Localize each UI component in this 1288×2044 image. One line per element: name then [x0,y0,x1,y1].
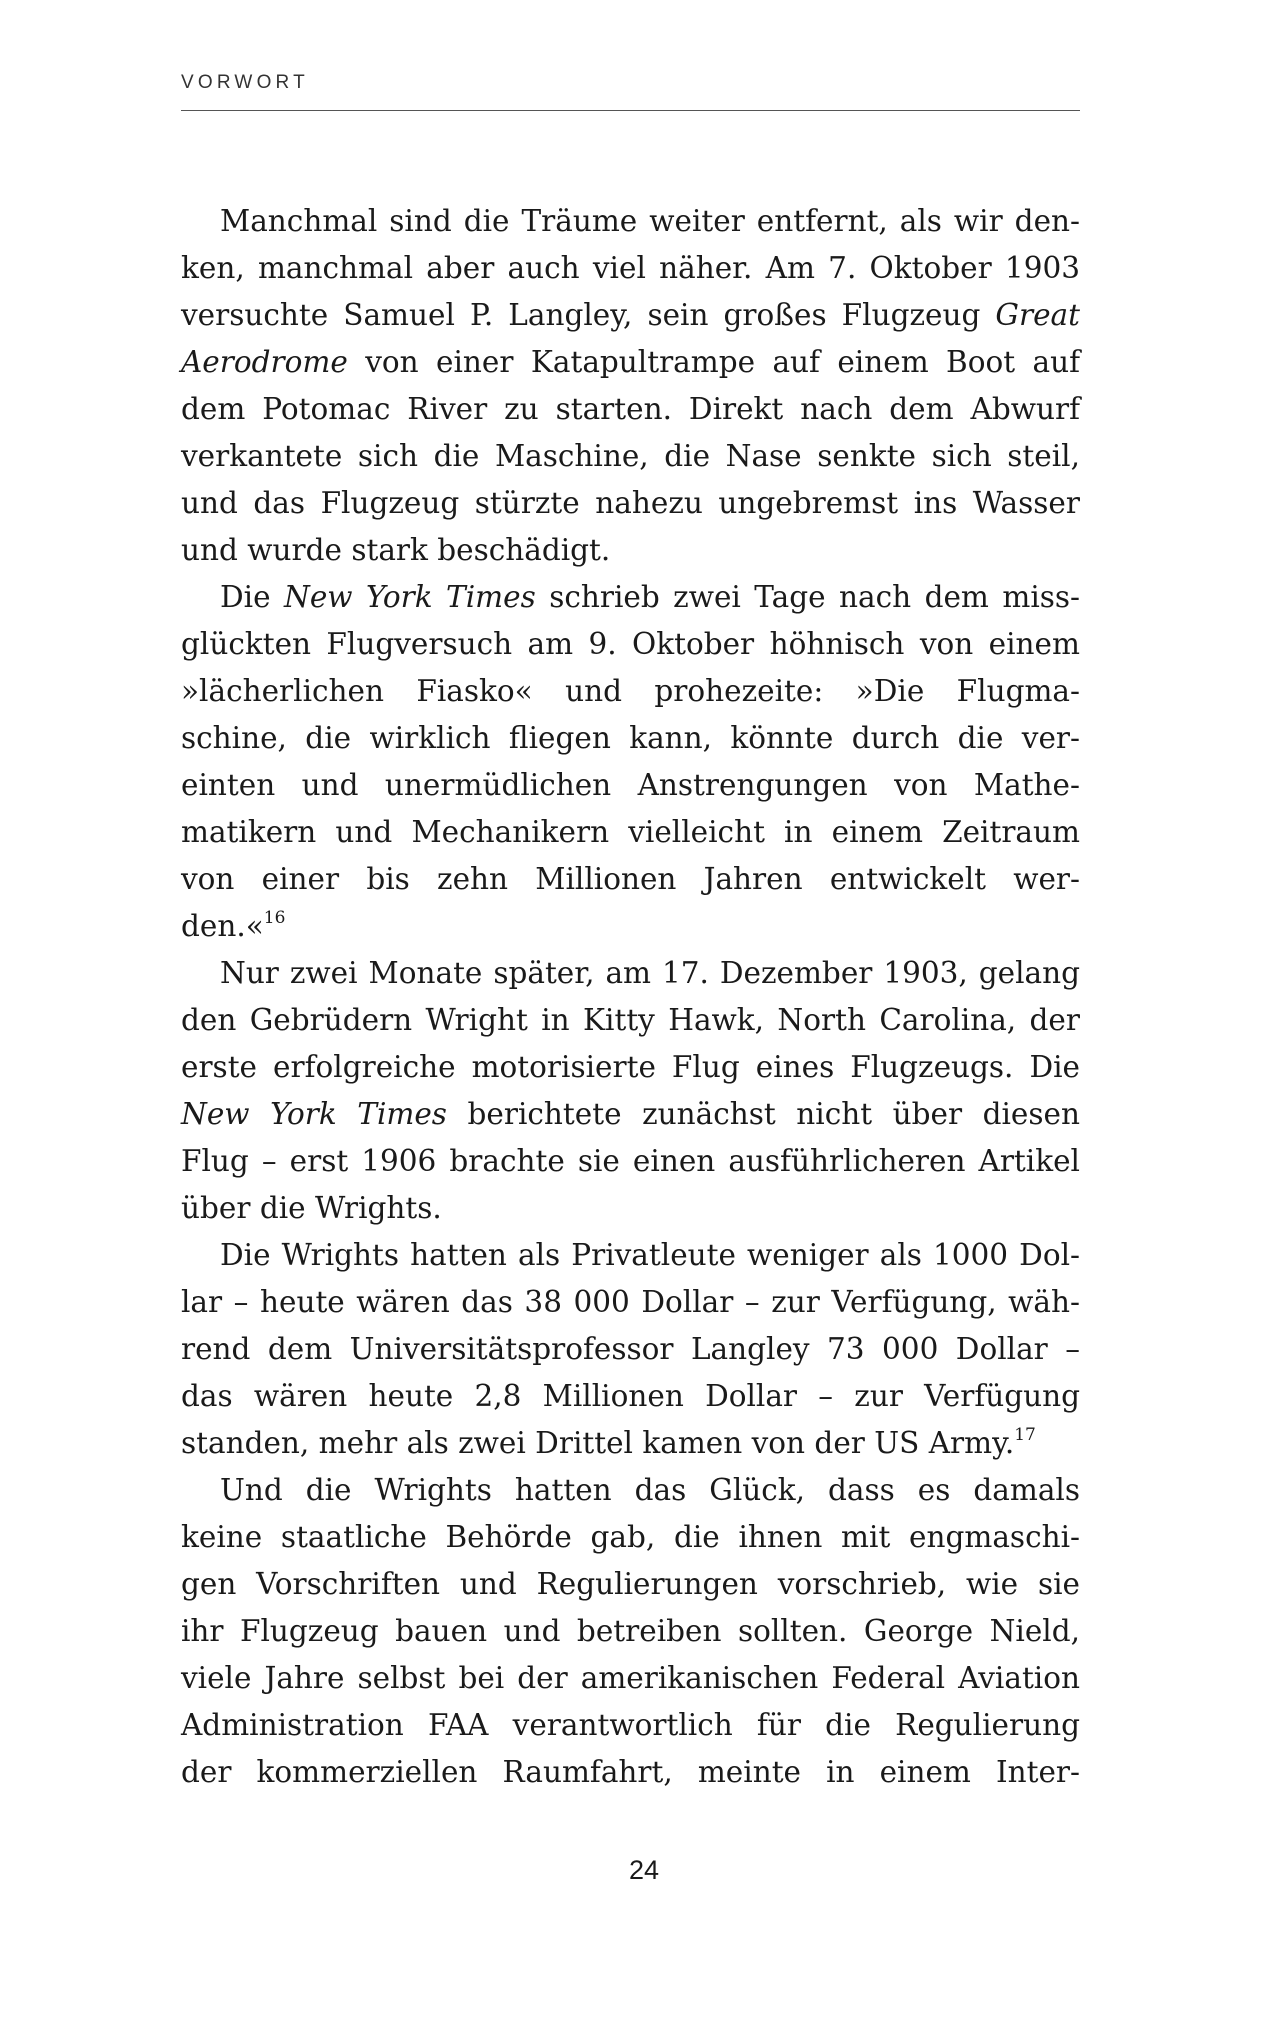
text-line [181,339,1080,386]
text-line: keine staatliche Behörde gab, die ihnen mit engmaschi- [181,1520,1080,1554]
text-line: schine, die wirklich fliegen kann, könnte durch die ver- [181,721,1080,755]
text-line: von einer bis zehn Millionen Jahren entwickelt wer- [181,862,1080,896]
text-segment: standen, mehr als zwei Drittel kamen von der US Army. [181,1426,1015,1460]
text-segment: schrieb zwei Tage nach dem miss- [549,580,1080,614]
footnote-marker: 16 [263,908,286,928]
text-line: Nur zwei Monate später, am 17. Dezember 1903, gelang [220,956,1080,990]
text-line: dem Potomac River zu starten. Direkt nach dem Abwurf [181,392,1080,426]
text-line: Die Wrights hatten als Privatleute weniger als 1000 Dol- [220,1238,1080,1272]
text-segment: den.« [181,909,264,943]
text-segment: versuchte Samuel P. Langley, sein großes Flugzeug [181,298,981,332]
paragraph [181,1467,1080,1796]
paragraph [181,574,1080,950]
text-segment: Die [220,580,271,614]
text-line: lar – heute wären das 38 000 Dollar – zur Verfügung, wäh- [181,1285,1080,1319]
text-line: Flug – erst 1906 brachte sie einen ausführlicheren Artikel [181,1144,1080,1178]
text-line: Administration FAA verantwortlich für die Regulierung [181,1708,1080,1742]
text-line [181,1091,1080,1138]
italic-title: Great [995,298,1080,332]
text-line: Manchmal sind die Träume weiter entfernt, als wir den- [220,204,1080,238]
paragraph [181,198,1080,574]
page-number: 24 [628,1855,660,1885]
text-line [181,574,1080,621]
text-line: ken, manchmal aber auch viel näher. Am 7. Oktober 1903 [181,251,1080,285]
text-line: über die Wrights. [181,1191,442,1225]
italic-title: Aerodrome [181,345,348,379]
text-line [181,903,1080,950]
footnote-marker: 17 [1014,1425,1036,1445]
text-line: das wären heute 2,8 Millionen Dollar – zur Verfügung [181,1379,1080,1413]
running-head: VORWORT [181,72,309,93]
text-line: und das Flugzeug stürzte nahezu ungebremst ins Wasser [181,486,1080,520]
body-text [181,198,1080,1796]
text-line: ihr Flugzeug bauen und betreiben sollten. George Nield, [181,1614,1080,1648]
text-line: glückten Flugversuch am 9. Oktober höhnisch von einem [181,627,1080,661]
text-line: rend dem Universitätsprofessor Langley 73 000 Dollar – [181,1332,1080,1366]
paragraph [181,1232,1080,1467]
text-line: den Gebrüdern Wright in Kitty Hawk, North Carolina, der [181,1003,1080,1037]
text-segment: berichtete zunächst nicht über diesen [467,1097,1080,1131]
text-line: und wurde stark beschädigt. [181,533,611,567]
text-line: viele Jahre selbst bei der amerikanischen Federal Aviation [181,1661,1080,1695]
text-line [181,1420,1080,1467]
text-line: Und die Wrights hatten das Glück, dass es damals [220,1473,1080,1507]
text-line: »lächerlichen Fiasko« und prohezeite: »Die Flugma- [181,674,1080,708]
text-line: erste erfolgreiche motorisierte Flug eines Flugzeugs. Die [181,1050,1080,1084]
italic-title: New York Times [284,580,536,614]
text-line: der kommerziellen Raumfahrt, meinte in einem Inter- [181,1755,1080,1789]
italic-title: New York Times [181,1097,447,1131]
text-line: verkantete sich die Maschine, die Nase senkte sich steil, [181,439,1080,473]
text-segment: von einer Katapultrampe auf einem Boot auf [365,345,1080,379]
text-line [181,292,1080,339]
paragraph [181,950,1080,1232]
text-line: einten und unermüdlichen Anstrengungen von Mathe- [181,768,1080,802]
text-line: gen Vorschriften und Regulierungen vorschrieb, wie sie [181,1567,1080,1601]
header-rule [181,110,1080,111]
text-line: matikern und Mechanikern vielleicht in einem Zeitraum [181,815,1080,849]
